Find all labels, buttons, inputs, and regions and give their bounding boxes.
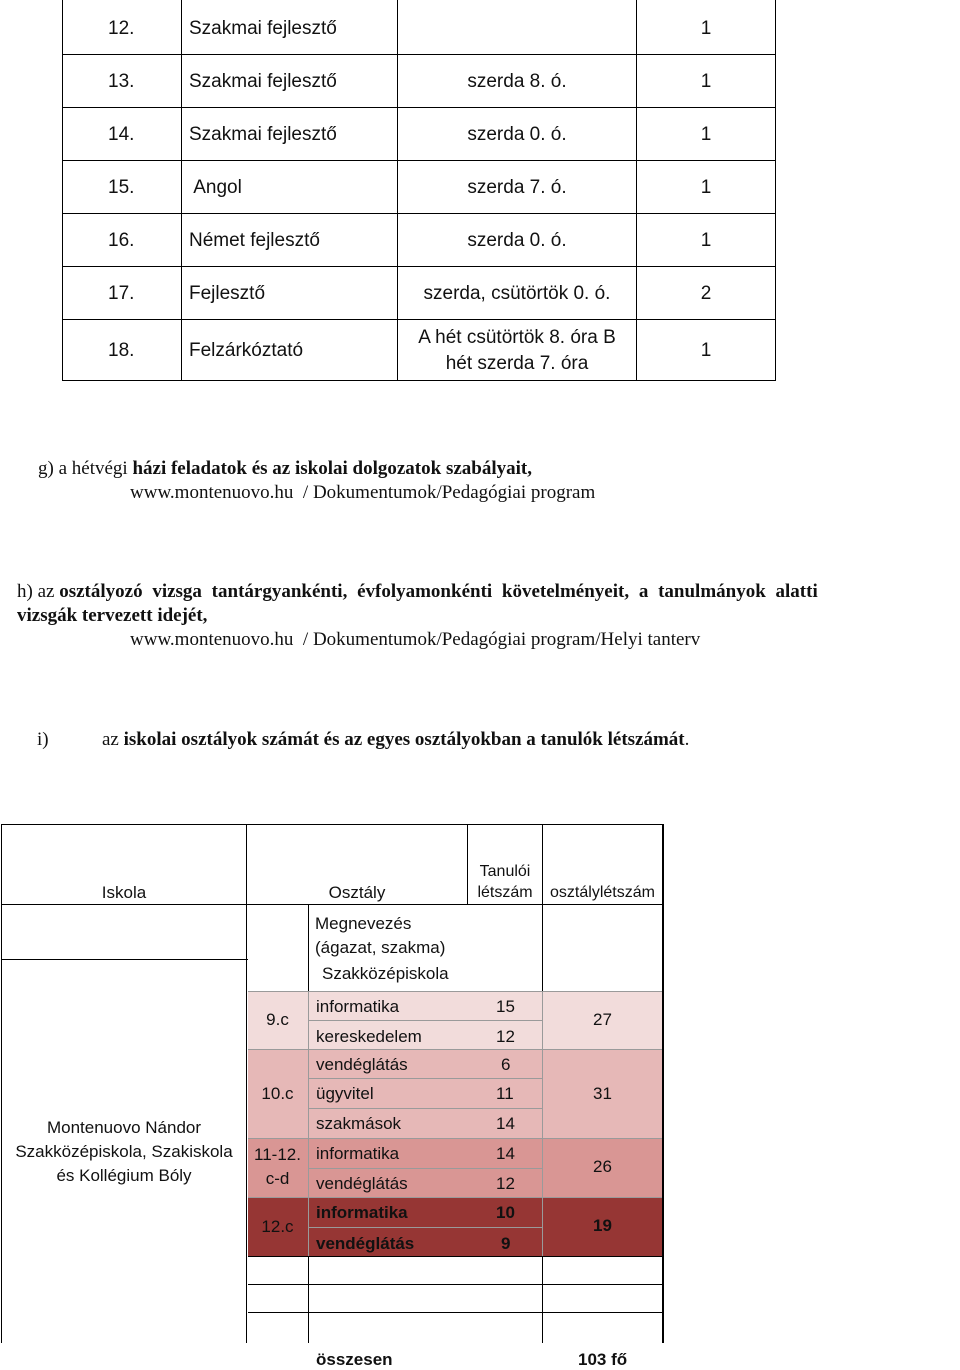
table-border	[308, 1020, 542, 1021]
table-border	[62, 160, 776, 161]
specialty-count: 14	[496, 1144, 515, 1163]
header-class-size: osztálylétszám	[550, 884, 655, 901]
count-cell: 1	[700, 124, 712, 145]
table-border	[62, 213, 776, 214]
specialty-count: 9	[501, 1234, 511, 1253]
header-students-line2: létszám	[477, 884, 533, 901]
table-border	[62, 266, 776, 267]
table-border	[248, 1256, 662, 1257]
class-label-line2: c-d	[265, 1169, 290, 1188]
count-cell: 1	[700, 340, 712, 361]
specialty-count: 12	[496, 1174, 515, 1193]
table-border	[542, 1256, 543, 1343]
specialty-count: 12	[496, 1027, 515, 1046]
class-total: 27	[593, 1010, 612, 1029]
subheader-name-line1: Megnevezés	[315, 914, 412, 933]
table-border	[62, 380, 776, 381]
table-border	[62, 107, 776, 108]
table-border	[248, 991, 662, 992]
subject-cell: Szakmai fejlesztő	[189, 124, 337, 145]
table-border	[62, 0, 63, 381]
table-border	[308, 1227, 542, 1228]
header-students-line1: Tanulói	[479, 863, 531, 880]
row-number: 13.	[108, 71, 135, 92]
class-label: 12.c	[261, 1217, 294, 1236]
specialty-name: informatika	[316, 1203, 408, 1222]
time-cell: szerda 7. ó.	[467, 177, 567, 198]
paragraph-i-suffix: .	[684, 729, 690, 750]
class-label: 9.c	[266, 1010, 289, 1029]
table-border	[62, 319, 776, 320]
table-border	[1, 959, 248, 960]
count-cell: 1	[700, 230, 712, 251]
time-cell: szerda 0. ó.	[467, 124, 567, 145]
class-total: 26	[593, 1157, 612, 1176]
school-name-line2: Szakközépiskola, Szakiskola	[15, 1142, 233, 1161]
footer-label: összesen	[316, 1350, 393, 1369]
subject-cell: Szakmai fejlesztő	[189, 18, 337, 39]
table-border	[246, 904, 247, 1343]
table-border	[248, 1138, 662, 1139]
table-border	[248, 1049, 662, 1050]
subject-cell: Szakmai fejlesztő	[189, 71, 337, 92]
table-border	[308, 1256, 309, 1343]
class-total: 19	[593, 1216, 612, 1235]
paragraph-h-prefix: h) az	[17, 581, 60, 602]
table-border	[308, 1078, 542, 1079]
table-border	[542, 904, 543, 991]
specialty-name: vendéglátás	[316, 1055, 408, 1074]
row-number: 12.	[108, 18, 135, 39]
specialty-count: 14	[496, 1114, 515, 1133]
table-border	[308, 991, 309, 1256]
header-class: Osztály	[328, 883, 386, 902]
paragraph-i-bold: iskolai osztályok számát és az egyes osztályokban a tanulók létszámát	[123, 729, 685, 750]
subheader-school-type: Szakközépiskola	[322, 964, 449, 983]
paragraph-h-bold-line2: vizsgák tervezett idejét,	[17, 605, 208, 626]
count-cell: 1	[700, 18, 712, 39]
class-label-line1: 11-12.	[254, 1145, 301, 1164]
paragraph-h	[17, 580, 957, 603]
table-border	[308, 1108, 542, 1109]
row-number: 16.	[108, 230, 135, 251]
subheader-name-line2: (ágazat, szakma)	[315, 938, 446, 957]
paragraph-i	[102, 728, 689, 751]
subject-cell: Angol	[189, 177, 242, 198]
table-border	[248, 1312, 662, 1313]
school-name-line1: Montenuovo Nándor	[46, 1118, 202, 1137]
subject-cell: Felzárkóztató	[189, 340, 304, 361]
table-border	[181, 0, 182, 381]
paragraph-g-bold: házi feladatok és az iskolai dolgozatok szabályait,	[132, 458, 532, 479]
class-total: 31	[593, 1084, 612, 1103]
paragraph-g	[38, 457, 532, 480]
table-border	[1, 824, 664, 825]
class-label: 10.c	[261, 1084, 294, 1103]
footer-total: 103 fő	[578, 1350, 628, 1369]
subject-cell: Német fejlesztő	[189, 230, 320, 251]
time-cell-line2: hét szerda 7. óra	[445, 353, 589, 374]
row-number: 17.	[108, 283, 135, 304]
paragraph-h-bold-line1: osztályozó vizsga tantárgyankénti, évfolyamonkénti követelményeit, a tanulmányok alatti	[59, 581, 818, 602]
specialty-name: ügyvitel	[316, 1084, 374, 1103]
paragraph-g-link: www.montenuovo.hu / Dokumentumok/Pedagógiai program	[130, 482, 596, 503]
count-cell: 1	[700, 177, 712, 198]
row-number: 18.	[108, 340, 135, 361]
school-name-line3: és Kollégium Bóly	[56, 1166, 192, 1185]
specialty-name: vendéglátás	[316, 1234, 415, 1253]
specialty-name: vendéglátás	[316, 1174, 408, 1193]
table-border	[248, 1284, 662, 1285]
header-school: Iskola	[101, 883, 147, 902]
table-border	[62, 54, 776, 55]
specialty-count: 11	[496, 1084, 514, 1103]
specialty-name: kereskedelem	[316, 1027, 422, 1046]
time-cell-line1: A hét csütörtök 8. óra B	[418, 327, 616, 348]
time-cell: szerda 0. ó.	[467, 230, 567, 251]
table-border	[308, 1168, 542, 1169]
specialty-name: szakmások	[316, 1114, 402, 1133]
table-border	[248, 1197, 662, 1198]
count-cell: 2	[700, 283, 712, 304]
specialty-count: 6	[501, 1055, 511, 1074]
specialty-name: informatika	[316, 997, 400, 1016]
time-cell: szerda 8. ó.	[467, 71, 567, 92]
row-number: 14.	[108, 124, 135, 145]
table-border	[1, 904, 664, 905]
time-cell: szerda, csütörtök 0. ó.	[423, 283, 611, 304]
specialty-count: 15	[496, 997, 515, 1016]
table-border	[662, 824, 664, 1343]
paragraph-g-prefix: g) a hétvégi	[38, 458, 133, 479]
table-border	[775, 0, 776, 381]
specialty-count: 10	[496, 1203, 515, 1222]
paragraph-i-prefix: az	[102, 729, 124, 750]
count-cell: 1	[700, 71, 712, 92]
paragraph-i-label: i)	[37, 729, 49, 750]
paragraph-h-line2	[17, 604, 207, 627]
table-border	[308, 904, 309, 991]
paragraph-h-link: www.montenuovo.hu / Dokumentumok/Pedagógiai program/Helyi tanterv	[130, 629, 701, 650]
specialty-name: informatika	[316, 1144, 400, 1163]
subject-cell: Fejlesztő	[189, 283, 266, 304]
row-number: 15.	[108, 177, 135, 198]
